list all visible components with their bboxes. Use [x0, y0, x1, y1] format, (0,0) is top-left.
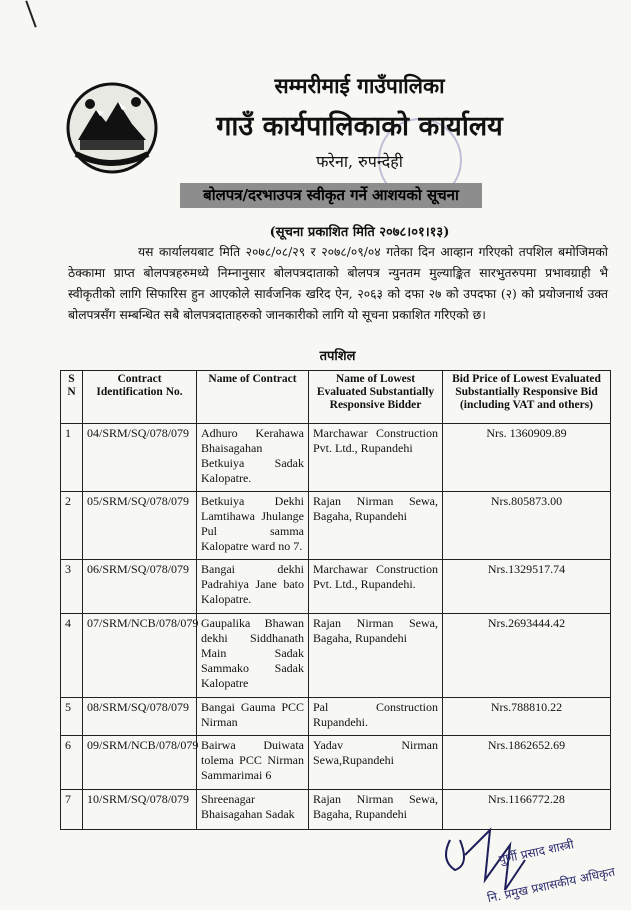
cell-sn: 2 — [61, 492, 83, 560]
cell-bidder: Pal Construction Rupandehi. — [309, 698, 443, 736]
cell-contract-name: Adhuro Kerahawa Bhaisagahan Betkuiya Sadak Kalopatre. — [197, 424, 309, 492]
bid-results-table — [60, 370, 611, 830]
header-bid-price: Bid Price of Lowest Evaluated Substantially Responsive Bid (including VAT and others) — [443, 371, 611, 424]
cell-bid-price: Nrs. 1360909.89 — [443, 424, 611, 492]
table-title: तपशिल — [319, 349, 356, 364]
cell-contract-id: 10/SRM/SQ/078/079 — [83, 790, 197, 830]
cell-contract-name: Bangai Gauma PCC Nirman — [197, 698, 309, 736]
table-row — [61, 492, 611, 560]
notice-title-banner: बोलपत्र/दरभाउपत्र स्वीकृत गर्ने आशयको सूचना — [180, 183, 482, 208]
cell-bidder: Rajan Nirman Sewa, Bagaha, Rupandehi — [309, 492, 443, 560]
cell-sn: 3 — [61, 560, 83, 614]
cell-contract-id: 06/SRM/SQ/078/079 — [83, 560, 197, 614]
header-sn: S N — [61, 371, 83, 424]
published-date: (सूचना प्रकाशित मिति २०७८।०१।१३) — [269, 225, 450, 240]
cell-bidder: Marchawar Construction Pvt. Ltd., Rupandehi — [309, 424, 443, 492]
cell-sn: 4 — [61, 614, 83, 698]
cell-sn: 5 — [61, 698, 83, 736]
office-title: गाउँ कार्यपालिकाको कार्यालय — [216, 111, 503, 142]
header-contract-name: Name of Contract — [197, 371, 309, 424]
cell-contract-id: 04/SRM/SQ/078/079 — [83, 424, 197, 492]
cell-contract-id: 09/SRM/NCB/078/079 — [83, 736, 197, 790]
table-header-row — [61, 371, 611, 424]
cell-sn: 7 — [61, 790, 83, 830]
cell-sn: 6 — [61, 736, 83, 790]
cell-bid-price: Nrs.1166772.28 — [443, 790, 611, 830]
cell-bid-price: Nrs.2693444.42 — [443, 614, 611, 698]
cell-contract-name: Shreenagar Bhaisagahan Sadak — [197, 790, 309, 830]
office-address: फरेना, रुपन्देही — [316, 152, 403, 171]
table-row — [61, 698, 611, 736]
table-row — [61, 736, 611, 790]
cell-sn: 1 — [61, 424, 83, 492]
cell-bid-price: Nrs.1329517.74 — [443, 560, 611, 614]
cell-contract-name: Gaupalika Bhawan dekhi Siddhanath Main Sadak Sammako Sadak Kalopatre — [197, 614, 309, 698]
cell-bidder: Marchawar Construction Pvt. Ltd., Rupandehi. — [309, 560, 443, 614]
header-bidder: Name of Lowest Evaluated Substantially Responsive Bidder — [309, 371, 443, 424]
page-edge-mark — [25, 1, 36, 28]
cell-bid-price: Nrs.805873.00 — [443, 492, 611, 560]
cell-contract-id: 08/SRM/SQ/078/079 — [83, 698, 197, 736]
notice-body-paragraph: यस कार्यालयबाट मिति २०७८/०८/२९ र २०७८/०९/०४ गतेका दिन आव्हान गरिएको तपशिल बमोजिमको ठेक्कामा प्राप्त बोलपत्रहरुमध्ये निम्नानुसार बोलपत्रदाताको बोलपत्र न्युनतम मुल्याङ्कित सारभुतरुपमा प्रभावग्राही भै स्वीकृतीको लागि सिफारिस हुन आएकोले सार्वजनिक खरिद ऐन, २०६३ को दफा २७ को उपदफा (२) को प्रयोजनार्थ उक्त बोलपत्रसँग सम्बन्धित सबै बोलपत्रदाताहरुको जानकारीको लागि यो सूचना प्रकाशित गरिएको छ। — [68, 245, 608, 322]
municipality-name: सम्मरीमाई गाउँपालिका — [274, 73, 445, 98]
cell-contract-id: 05/SRM/SQ/078/079 — [83, 492, 197, 560]
signatory-name: पुर्णी प्रसाद शास्त्री — [497, 837, 576, 867]
cell-bidder: Rajan Nirman Sewa, Bagaha, Rupandehi — [309, 614, 443, 698]
table-row — [61, 560, 611, 614]
cell-bidder: Rajan Nirman Sewa, Bagaha, Rupandehi — [309, 790, 443, 830]
cell-contract-id: 07/SRM/NCB/078/079 — [83, 614, 197, 698]
cell-contract-name: Betkuiya Dekhi Lamtihawa Jhulange Pul samma Kalopatre ward no 7. — [197, 492, 309, 560]
cell-contract-name: Bangai dekhi Padrahiya Jane bato Kalopatre. — [197, 560, 309, 614]
table-row — [61, 614, 611, 698]
cell-bid-price: Nrs.1862652.69 — [443, 736, 611, 790]
cell-contract-name: Bairwa Duiwata tolema PCC Nirman Sammarimai 6 — [197, 736, 309, 790]
cell-bid-price: Nrs.788810.22 — [443, 698, 611, 736]
table-row — [61, 424, 611, 492]
cell-bidder: Yadav Nirman Sewa,Rupandehi — [309, 736, 443, 790]
header-contract-id: Contract Identification No. — [83, 371, 197, 424]
signatory-title: नि. प्रमुख प्रशासकीय अधिकृत — [486, 864, 617, 906]
